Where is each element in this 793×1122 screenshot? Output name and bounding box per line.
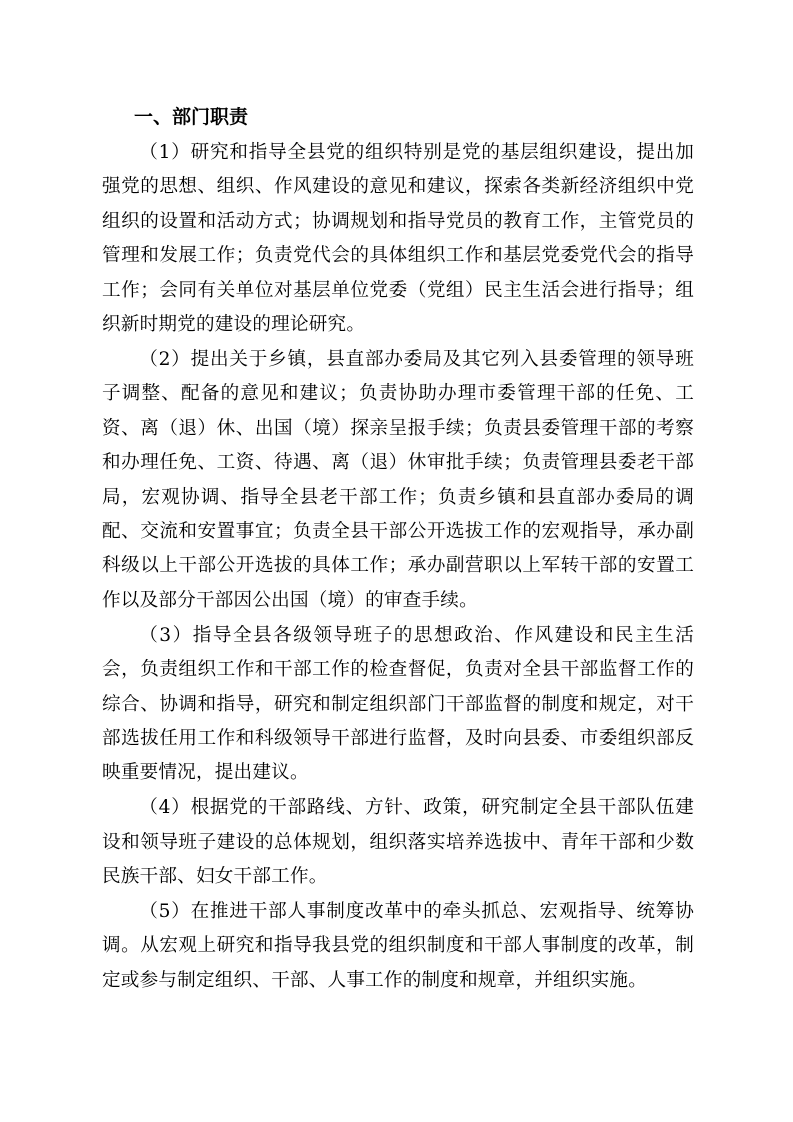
section-heading: 一、部门职责 xyxy=(134,106,249,128)
document-page xyxy=(102,98,694,998)
duty-paragraph-5: （5）在推进干部人事制度改革中的牵头抓总、宏观指导、统筹协调。从宏观上研究和指导我县党的组织制度和干部人事制度的改革，制定或参与制定组织、干部、人事工作的制度和规章，并组织实施。 xyxy=(102,900,694,991)
duty-paragraph-4: （4）根据党的干部路线、方针、政策，研究制定全县干部队伍建设和领导班子建设的总体规划，组织落实培养选拔中、青年干部和少数民族干部、妇女干部工作。 xyxy=(102,797,694,888)
duty-paragraph-2: （2）提出关于乡镇，县直部办委局及其它列入县委管理的领导班子调整、配备的意见和建议；负责协助办理市委管理干部的任免、工资、离（退）休、出国（境）探亲呈报手续；负责县委管理干部的考察和办理任免、工资、待遇、离（退）休审批手续；负责管理县委老干部局，宏观协调、指导全县老干部工作；负责乡镇和县直部办委局的调配、交流和安置事宜；负责全县干部公开选拔工作的宏观指导，承办副科级以上干部公开选拔的具体工作；承办副营职以上军转干部的安置工作以及部分干部因公出国（境）的审查手续。 xyxy=(102,348,694,611)
duty-paragraph-1: （1）研究和指导全县党的组织特别是党的基层组织建设，提出加强党的思想、组织、作风建设的意见和建议，探索各类新经济组织中党组织的设置和活动方式；协调规划和指导党员的教育工作，主管党员的管理和发展工作；负责党代会的具体组织工作和基层党委党代会的指导工作；会同有关单位对基层单位党委（党组）民主生活会进行指导；组织新时期党的建设的理论研究。 xyxy=(102,142,694,336)
duty-paragraph-3: （3）指导全县各级领导班子的思想政治、作风建设和民主生活会，负责组织工作和干部工作的检查督促，负责对全县干部监督工作的综合、协调和指导，研究和制定组织部门干部监督的制度和规定，对干部选拔任用工作和科级领导干部进行监督，及时向县委、市委组织部反映重要情况，提出建议。 xyxy=(102,624,694,784)
